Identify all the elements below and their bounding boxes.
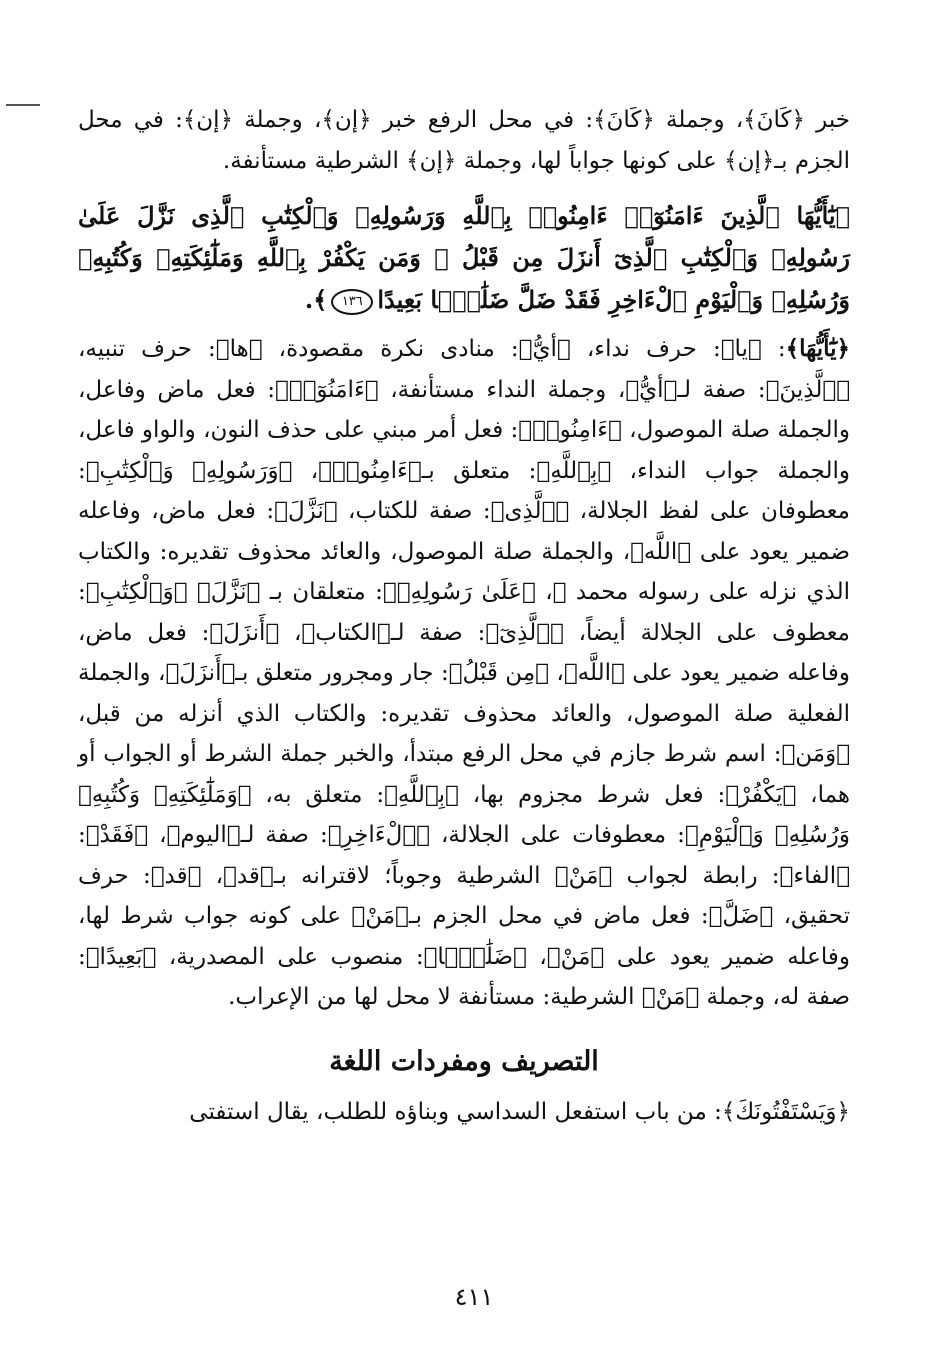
section-title: التصريف ومفردات اللغة xyxy=(329,1045,599,1077)
irab-lead-term: ﴿يَٰٓأَيُّهَا﴾ xyxy=(785,335,850,362)
paragraph-intro: خبر ﴿كَانَ﴾، وجملة ﴿كَانَ﴾: في محل الرفع خبر ﴿إن﴾، وجملة ﴿إن﴾: في محل الجزم بـ﴿إن﴾ على كونها جواباً لها، وجملة ﴿إن﴾ الشرطية مستأنفة. xyxy=(78,107,850,174)
irab-text: : ﴿يا﴾: حرف نداء، ﴿أيُّ﴾: منادى نكرة مقصودة، ﴿ها﴾: حرف تنبيه، ﴿ٱلَّذِينَ﴾: صفة لـ﴿أيُّ﴾، وجملة النداء مستأنفة، ﴿ءَامَنُوٓا۟﴾: فعل ماض وفاعل، والجملة صلة الموصول، ﴿ءَامِنُوا۟﴾: فعل أمر مبني على حذف النون، والواو فاعل، والجملة جواب النداء، ﴿بِٱللَّهِ﴾: متعلق بـ﴿ءَامِنُوا۟﴾، ﴿وَرَسُولِهِۦ وَٱلْكِتَٰبِ﴾: معطوفان على لفظ الجلالة، ﴿ٱلَّذِى﴾: صفة للكتاب، ﴿نَزَّلَ﴾: فعل ماض، وفاعله ضمير يعود على ﴿اللَّه﴾، والجملة صلة الموصول، والعائد محذوف تقديره: والكتاب الذي نزله على رسوله محمد ﷺ، ﴿عَلَىٰ رَسُولِهِۦ﴾: متعلقان بـ ﴿نَزَّلَ﴾ ﴿وَٱلْكِتَٰبِ﴾: معطوف على الجلالة أيضاً، ﴿ٱلَّذِىٓ﴾: صفة لـ﴿الكتاب﴾، ﴿أَنزَلَ﴾: فعل ماض، وفاعله ضمير يعود على ﴿اللَّه﴾، ﴿مِن قَبْلُ﴾: جار ومجرور متعلق بـ﴿أَنزَلَ﴾، والجملة الفعلية صلة الموصول، والعائد محذوف تقديره: والكتاب الذي أنزله من قبل، ﴿وَمَن﴾: اسم شرط جازم في محل الرفع مبتدأ، والخبر جملة الشرط أو الجواب أو هما، ﴿يَكْفُرْ﴾: فعل شرط مجزوم بها، ﴿بِٱللَّهِ﴾: متعلق به، ﴿وَمَلَٰٓئِكَتِهِۦ وَكُتُبِهِۦ وَرُسُلِهِۦ وَٱلْيَوْمِ﴾: معطوفات على الجلالة، ﴿ٱلْءَاخِرِ﴾: صفة لـ﴿اليوم﴾، ﴿فَقَدْ﴾: ﴿الفاء﴾: رابطة لجواب ﴿مَنْ﴾ الشرطية وجوباً؛ لاقترانه بـ﴿قد﴾، ﴿قد﴾: حرف تحقيق، ﴿ضَلَّ﴾: فعل ماض في محل الجزم بـ﴿مَنْ﴾ على كونه جواب شرط لها، وفاعله ضمير يعود على ﴿مَنْ﴾، ﴿ضَلَٰلًۢا﴾: منصوب على المصدرية، ﴿بَعِيدًا﴾: صفة له، وجملة ﴿مَنْ﴾ الشرطية: مستأنفة لا محل لها من الإعراب. xyxy=(78,336,850,1010)
page-number: ٤١١ xyxy=(454,1283,494,1311)
page-body xyxy=(78,100,850,1132)
margin-line xyxy=(6,104,40,106)
paragraph-morphology: ﴿وَيَسْتَفْتُونَكَ﴾: من باب استفعل السداسي وبناؤه للطلب، يقال استفتى xyxy=(189,1098,850,1125)
ayah-number-marker: ١٣٦ xyxy=(331,289,373,315)
paragraph-irab xyxy=(78,329,850,1018)
verse-closing: ﴾. xyxy=(304,285,328,314)
quran-verse xyxy=(78,195,850,321)
verse-text: ﴿يَٰٓأَيُّهَا ٱلَّذِينَ ءَامَنُوٓا۟ ءَامِنُوا۟ بِٱللَّهِ وَرَسُولِهِۦ وَٱلْكِتَٰبِ ٱلَّذِى نَزَّلَ عَلَىٰ رَسُولِهِۦ وَٱلْكِتَٰبِ ٱلَّذِىٓ أَنزَلَ مِن قَبْلُ ۚ وَمَن يَكْفُرْ بِٱللَّهِ وَمَلَٰٓئِكَتِهِۦ وَكُتُبِهِۦ وَرُسُلِهِۦ وَٱلْيَوْمِ ٱلْءَاخِرِ فَقَدْ ضَلَّ ضَلَٰلًۢا بَعِيدًا xyxy=(78,201,851,314)
